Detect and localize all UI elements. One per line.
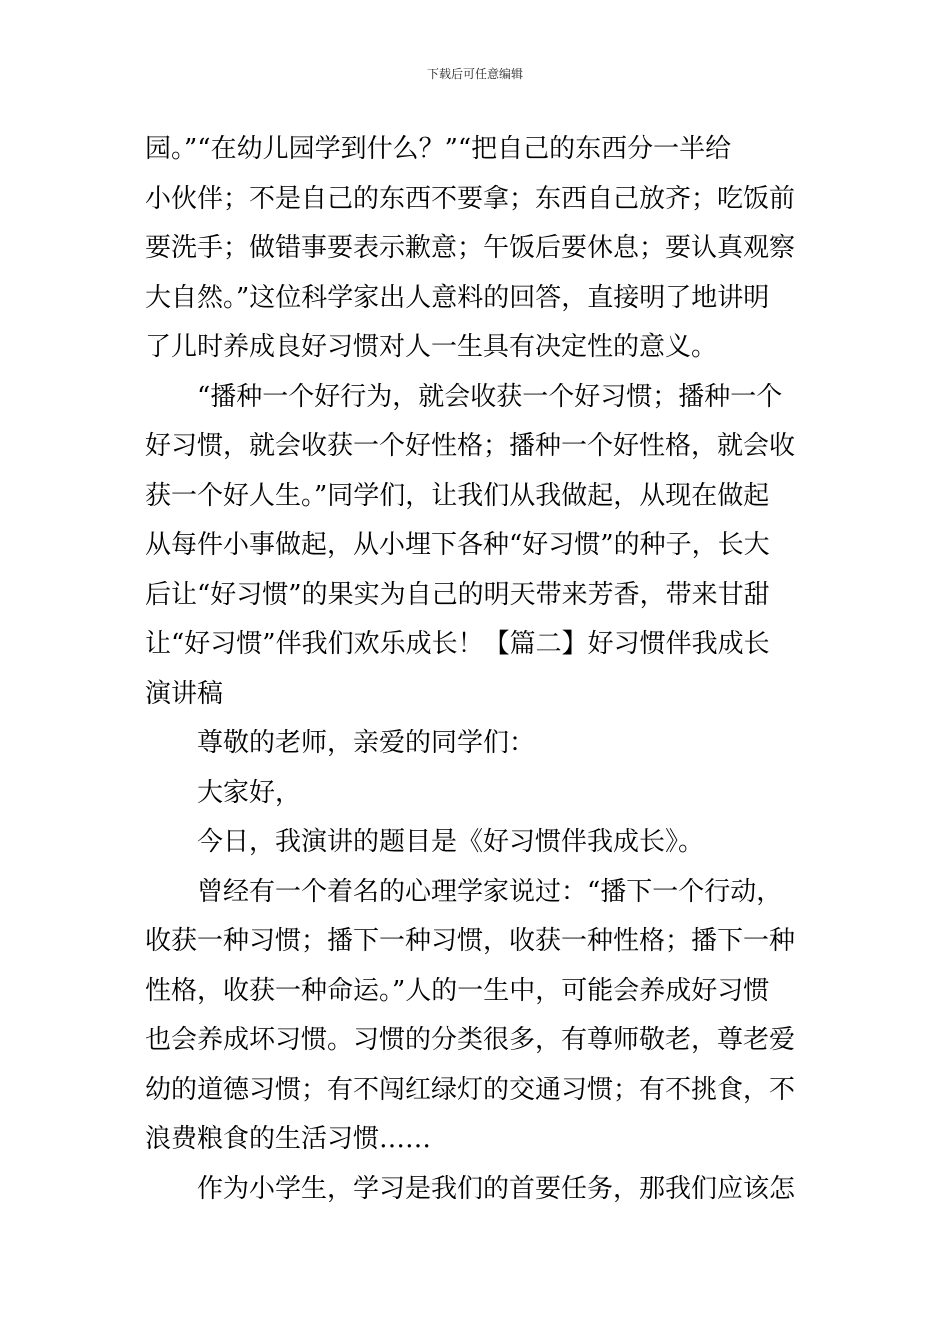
text-line: 好习惯，就会收获一个好性格；播种一个好性格，就会收 — [145, 431, 796, 461]
text-line: 小伙伴；不是自己的东西不要拿；东西自己放齐；吃饭前 — [145, 183, 796, 214]
text-line: 今日，我演讲的题目是《好习惯伴我成长》。 — [197, 827, 705, 857]
text-line: “播种一个好行为，就会收获一个好习惯；播种一个 — [197, 381, 783, 412]
text-line: 浪费粮食的生活习惯…… — [145, 1124, 432, 1154]
body-text — [145, 125, 807, 1214]
text-line: 性格，收获一种命运。”人的一生中，可能会养成好习惯 — [145, 975, 770, 1006]
text-line: 大自然。”这位科学家出人意料的回答，直接明了地讲明 — [145, 282, 770, 313]
text-line: 要洗手；做错事要表示歉意；午饭后要休息；要认真观察 — [145, 233, 796, 263]
header-note: 下载后可任意编辑 — [426, 67, 523, 81]
text-line: 演讲稿 — [145, 678, 224, 709]
text-line: 了儿时养成良好习惯对人一生具有决定性的意义。 — [145, 332, 718, 362]
text-line: 作为小学生，学习是我们的首要任务，那我们应该怎 — [197, 1173, 796, 1204]
text-line: 让“好习惯”伴我们欢乐成长！【篇二】好习惯伴我成长 — [145, 629, 770, 659]
text-line: 大家好， — [197, 777, 302, 808]
text-line: 获一个好人生。”同学们，让我们从我做起，从现在做起 — [145, 480, 770, 511]
text-line: 园。”“在幼儿园学到什么？”“把自己的东西分一半给 — [145, 134, 732, 164]
text-line: 幼的道德习惯；有不闯红绿灯的交通习惯；有不挑食，不 — [145, 1074, 796, 1105]
text-line: 从每件小事做起，从小埋下各种“好习惯”的种子，长大 — [145, 530, 770, 560]
text-line: 收获一种习惯；播下一种习惯，收获一种性格；播下一种 — [145, 926, 796, 956]
text-line: 尊敬的老师，亲爱的同学们： — [197, 728, 536, 758]
text-line: 也会养成坏习惯。习惯的分类很多，有尊师敬老，尊老爱 — [145, 1025, 796, 1055]
text-line: 曾经有一个着名的心理学家说过：“播下一个行动， — [197, 876, 783, 907]
text-line: 后让“好习惯”的果实为自己的明天带来芳香，带来甘甜 — [145, 579, 770, 610]
